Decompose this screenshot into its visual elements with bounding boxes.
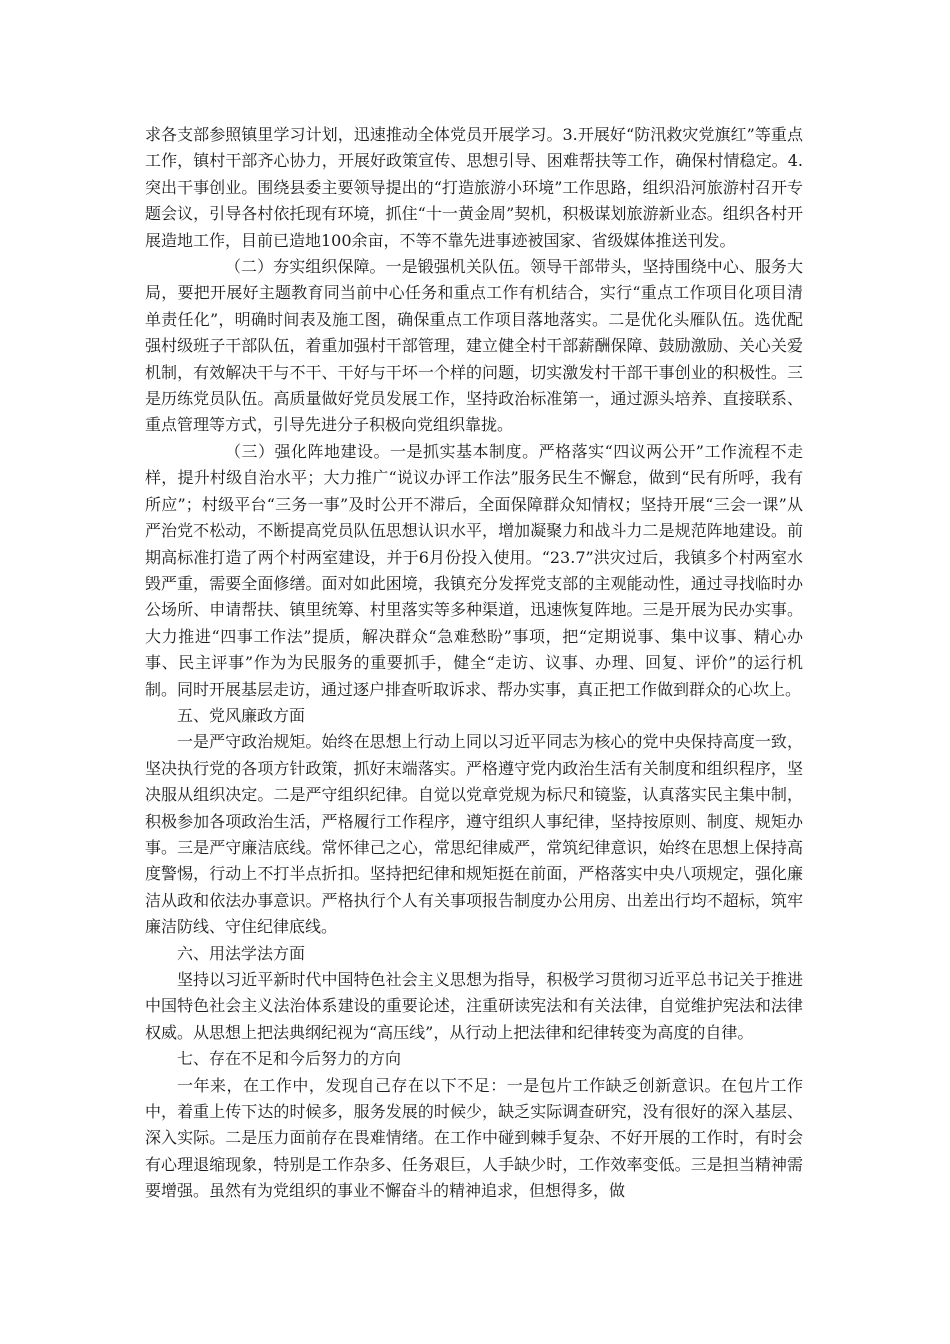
paragraph-law: 坚持以习近平新时代中国特色社会主义思想为指导，积极学习贯彻习近平总书记关于推进中国特色社会主义法治体系建设的重要论述，注重研读宪法和有关法律，自觉维护宪法和法律权威。从思想上把法典纲纪视为“高压线”，从行动上把法律和纪律转变为高度的自律。 xyxy=(145,970,803,1042)
paragraph-shortcomings: 一年来，在工作中，发现自己存在以下不足：一是包片工作缺乏创新意识。在包片工作中，着重上传下达的时候多，服务发展的时候少，缺乏实际调查研究，没有很好的深入基层、深入实际。二是压力面前存在畏难情绪。在工作中碰到棘手复杂、不好开展的工作时，有时会有心理退缩现象，特别是工作杂多、任务艰巨，人手缺少时，工作效率变低。三是担当精神需要增强。虽然有为党组织的事业不懈奋斗的精神追求，但想得多，做 xyxy=(145,1075,803,1201)
paragraph-integrity: 一是严守政治规矩。始终在思想上行动上同以习近平同志为核心的党中央保持高度一致，坚决执行党的各项方针政策，抓好末端落实。严格遵守党内政治生活有关制度和组织程序，坚决服从组织决定。二是严守组织纪律。自觉以党章党规为标尺和镜鉴，认真落实民主集中制，积极参加各项政治生活，严格履行工作程序，遵守组织人事纪律，坚持按原则、制度、规矩办事。三是严守廉洁底线。常怀律己之心，常思纪律威严，常筑纪律意识，始终在思想上保持高度警惕，行动上不打半点折扣。坚持把纪律和规矩挺在前面，严格落实中央八项规定，强化廉洁从政和依法办事意识。严格执行个人有关事项报告制度办公用房、出差出行均不超标，筑牢廉洁防线、守住纪律底线。 xyxy=(145,732,803,937)
paragraph-continuation: 求各支部参照镇里学习计划，迅速推动全体党员开展学习。3.开展好“防汛救灾党旗红”等重点工作，镇村干部齐心协力，开展好政策宣传、思想引导、困难帮扶等工作，确保村情稳定。4.突出干事创业。围绕县委主要领导提出的“打造旅游小环境”工作思路，组织沿河旅游村召开专题会议，引导各村依托现有环境，抓住“十一黄金周”契机，积极谋划旅游新业态。组织各村开展造地工作，目前已造地100余亩，不等不靠先进事迹被国家、省级媒体推送刊发。 xyxy=(145,125,803,250)
paragraph-position-construction: （三）强化阵地建设。一是抓实基本制度。严格落实“四议两公开”工作流程不走样，提升村级自治水平；大力推广“说议办评工作法”服务民生不懈怠，做到“民有所呼，我有所应”；村级平台“三务一事”及时公开不滞后，全面保障群众知情权；坚持开展“三会一课”从严治党不松动，不断提高党员队伍思想认识水平，增加凝聚力和战斗力二是规范阵地建设。前期高标准打造了两个村两室建设，并于6月份投入使用。“23.7”洪灾过后，我镇多个村两室水毁严重，需要全面修缮。面对如此困境，我镇充分发挥党支部的主观能动性，通过寻找临时办公场所、申请帮扶、镇里统筹、村里落实等多种渠道，迅速恢复阵地。三是开展为民办实事。大力推进“四事工作法”提质，解决群众“急难愁盼”事项，把“定期说事、集中议事、精心办事、民主评事”作为为民服务的重要抓手，健全“走访、议事、办理、回复、评价”的运行机制。同时开展基层走访，通过逐户排查听取诉求、帮办实事，真正把工作做到群众的心坎上。 xyxy=(145,441,803,699)
section-heading-shortcomings: 七、存在不足和今后努力的方向 xyxy=(177,1049,402,1069)
section-heading-integrity: 五、党风廉政方面 xyxy=(177,705,306,725)
document-body xyxy=(145,122,803,1205)
section-heading-law: 六、用法学法方面 xyxy=(177,943,306,963)
paragraph-organization-guarantee: （二）夯实组织保障。一是锻强机关队伍。领导干部带头，坚持围绕中心、服务大局，要把开展好主题教育同当前中心任务和重点工作有机结合，实行“重点工作项目化项目清单责任化”，明确时间表及施工图，确保重点工作项目落地落实。二是优化头雁队伍。选优配强村级班子干部队伍，着重加强村干部管理，建立健全村干部薪酬保障、鼓励激励、关心关爱机制，有效解决干与不干、干好与干坏一个样的问题，切实激发村干部干事创业的积极性。三是历练党员队伍。高质量做好党员发展工作，坚持政治标准第一，通过源头培养、直接联系、重点管理等方式，引导先进分子积极向党组织靠拢。 xyxy=(145,257,803,435)
